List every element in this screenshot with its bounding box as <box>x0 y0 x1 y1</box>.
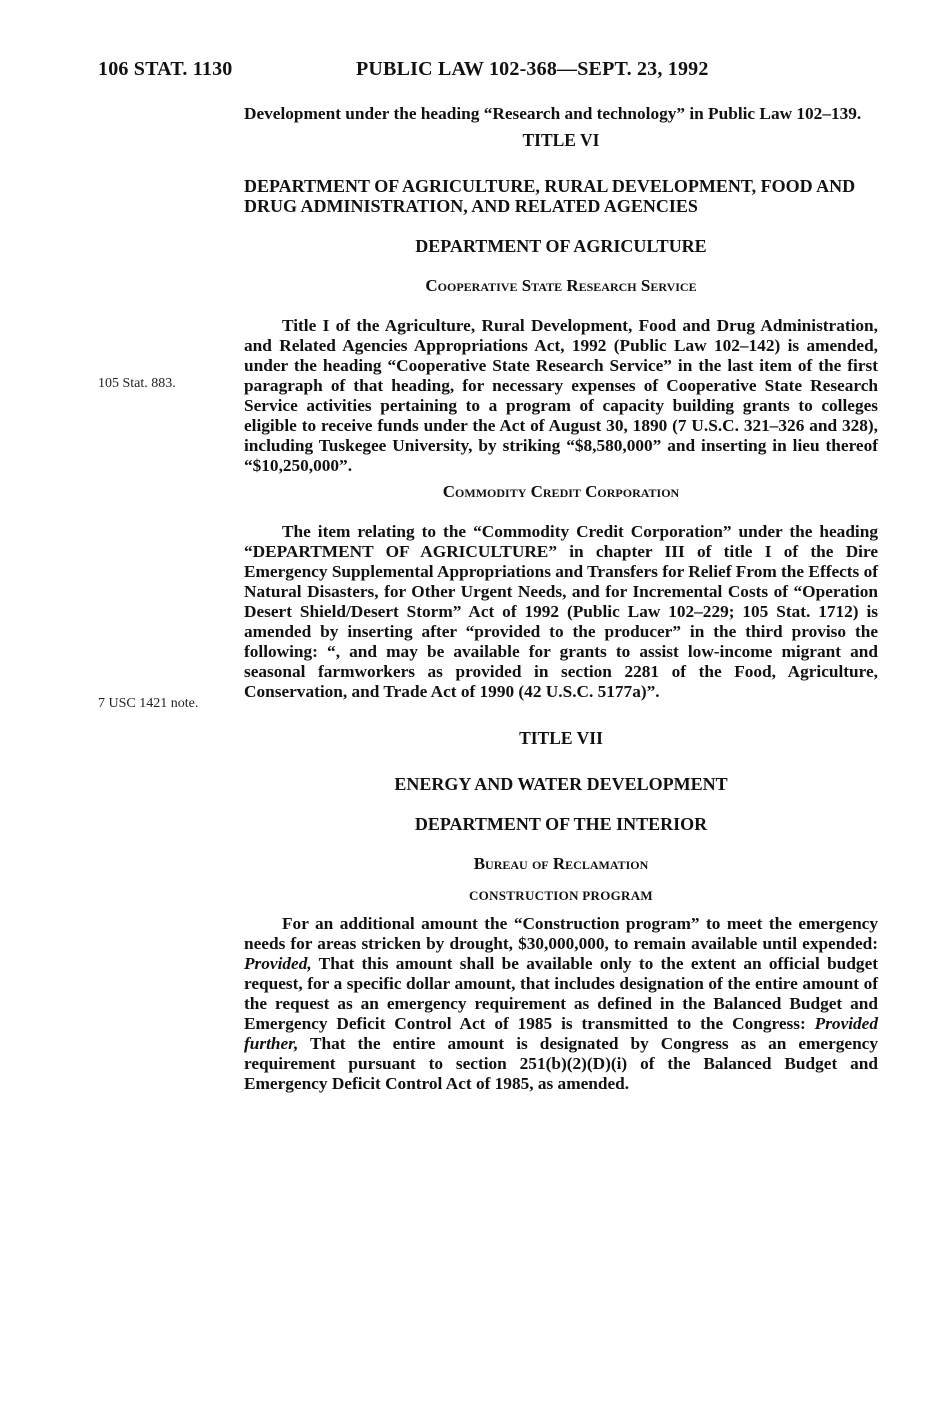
intro-paragraph: Development under the heading “Research and technology” in Public Law 102–139. <box>244 104 862 123</box>
construction-text-part2: That this amount shall be available only to the extent an official budget request, for a specific dollar amount, that includes designation of the entire amount of the request as an emergency requirement as defined in the Balanced Budget and Emergency Deficit Control Act of 1985 is transmitted to the Congress: <box>244 954 878 1033</box>
margin-note-105-stat: 105 Stat. 883. <box>98 376 176 391</box>
title-vii-number: TITLE VII <box>519 728 603 748</box>
title-vi-department: DEPARTMENT OF AGRICULTURE <box>415 236 707 256</box>
document-body <box>244 104 878 1094</box>
title-vi-name: DEPARTMENT OF AGRICULTURE, RURAL DEVELOPMENT, FOOD AND DRUG ADMINISTRATION, AND RELATED AGENCIES <box>244 176 856 216</box>
title-vi-number: TITLE VI <box>522 130 600 150</box>
construction-program-paragraph <box>244 914 878 1094</box>
section-heading-csrs: Cooperative State Research Service <box>425 276 697 295</box>
proviso-provided: Provided, <box>244 954 312 973</box>
construction-text-part3: That the entire amount is designated by Congress as an emergency requirement pursuant to section 251(b)(2)(D)(i) of the Balanced Budget and Emergency Deficit Control Act of 1985, as amended. <box>244 1034 878 1093</box>
bureau-heading: Bureau of Reclamation <box>473 854 649 873</box>
title-vii-department: DEPARTMENT OF THE INTERIOR <box>414 814 708 834</box>
stat-page-id: 106 STAT. 1130 <box>98 58 233 80</box>
construction-text-part1: For an additional amount the “Construction program” to meet the emergency needs for areas stricken by drought, $30,000,000, to remain available until expended: <box>244 914 878 953</box>
title-vii-name: ENERGY AND WATER DEVELOPMENT <box>394 774 728 794</box>
section-heading-ccc: Commodity Credit Corporation <box>442 482 680 501</box>
proviso-provided-further: Provided further, <box>244 1014 878 1053</box>
section-paragraph-ccc: The item relating to the “Commodity Credit Corporation” under the heading “DEPARTMENT OF AGRICULTURE” in chapter III of title I of the Dire Emergency Supplemental Appropriations and Transfers for Relief From the Effects of Natural Disasters, for Other Urgent Needs, and for Incremental Costs of “Operation Desert Shield/Desert Storm” Act of 1992 (Public Law 102–229; 105 Stat. 1712) is amended by inserting after “provided to the producer” in the third proviso the following: “, and may be available for grants to assist low-income migrant and seasonal farmworkers as provided in section 2281 of the Food, Agriculture, Conservation, and Trade Act of 1990 (42 U.S.C. 5177a)”. <box>244 522 878 701</box>
program-heading: CONSTRUCTION PROGRAM <box>468 888 654 903</box>
public-law-title: PUBLIC LAW 102-368—SEPT. 23, 1992 <box>356 58 709 80</box>
margin-note-7-usc: 7 USC 1421 note. <box>98 696 199 711</box>
section-paragraph-csrs: Title I of the Agriculture, Rural Development, Food and Drug Administration, and Related Agencies Appropriations Act, 1992 (Public Law 102–142) is amended, under the heading “Cooperative State Research Service” in the last item of the first paragraph of that heading, for necessary expenses of Cooperative State Research Service activities pertaining to a program of capacity building grants to colleges eligible to receive funds under the Act of August 30, 1890 (7 U.S.C. 321–326 and 328), including Tuskegee University, by striking “$8,580,000” and inserting in lieu thereof “$10,250,000”. <box>244 316 878 475</box>
